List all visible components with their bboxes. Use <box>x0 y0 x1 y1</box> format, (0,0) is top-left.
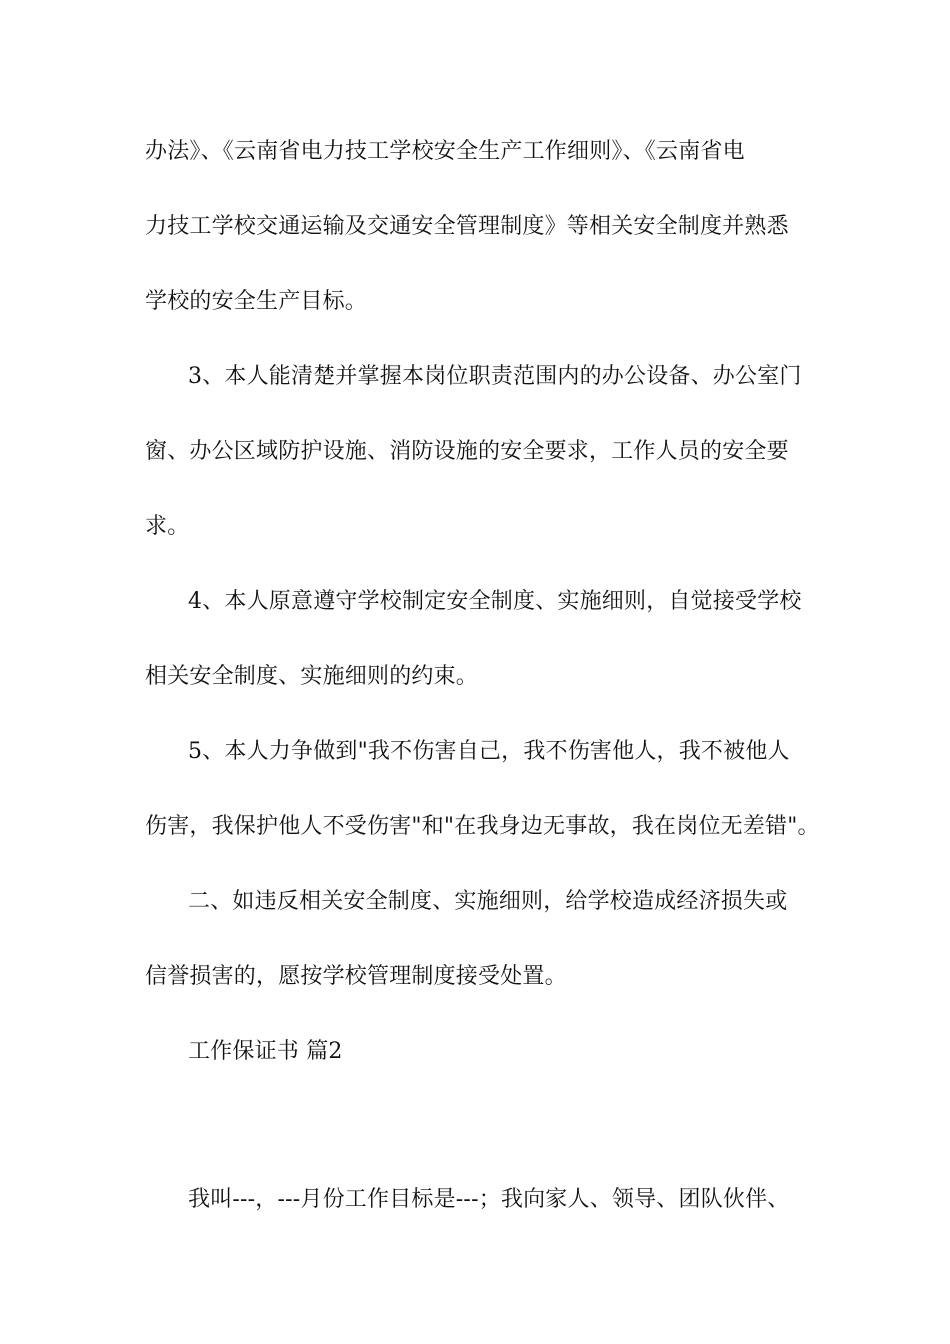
text-line-9: 5、本人力争做到"我不伤害自己，我不伤害他人，我不被他人 <box>188 739 790 764</box>
text-line-2: 力技工学校交通运输及交通安全管理制度》等相关安全制度并熟悉 <box>145 214 789 239</box>
text-line-14: 我叫---，---月份工作目标是---；我向家人、领导、团队伙伴、 <box>188 1187 790 1212</box>
section-heading: 工作保证书 篇2 <box>188 1039 343 1064</box>
text-line-5: 窗、办公区域防护设施、消防设施的安全要求，工作人员的安全要 <box>145 439 789 464</box>
text-line-6: 求。 <box>145 514 190 539</box>
text-line-12: 信誉损害的，愿按学校管理制度接受处置。 <box>145 964 567 989</box>
text-line-1: 办法》、《云南省电力技工学校安全生产工作细则》、《云南省电 <box>145 139 745 164</box>
text-line-7: 4、本人原意遵守学校制定安全制度、实施细则，自觉接受学校 <box>188 589 802 614</box>
text-line-4: 3、本人能清楚并掌握本岗位职责范围内的办公设备、办公室门 <box>188 364 802 389</box>
text-line-8: 相关安全制度、实施细则的约束。 <box>145 664 479 689</box>
text-line-10: 伤害，我保护他人不受伤害"和"在我身边无事故，我在岗位无差错"。 <box>145 814 820 839</box>
text-line-3: 学校的安全生产目标。 <box>145 289 368 314</box>
text-line-11: 二、如违反相关安全制度、实施细则，给学校造成经济损失或 <box>188 889 788 914</box>
